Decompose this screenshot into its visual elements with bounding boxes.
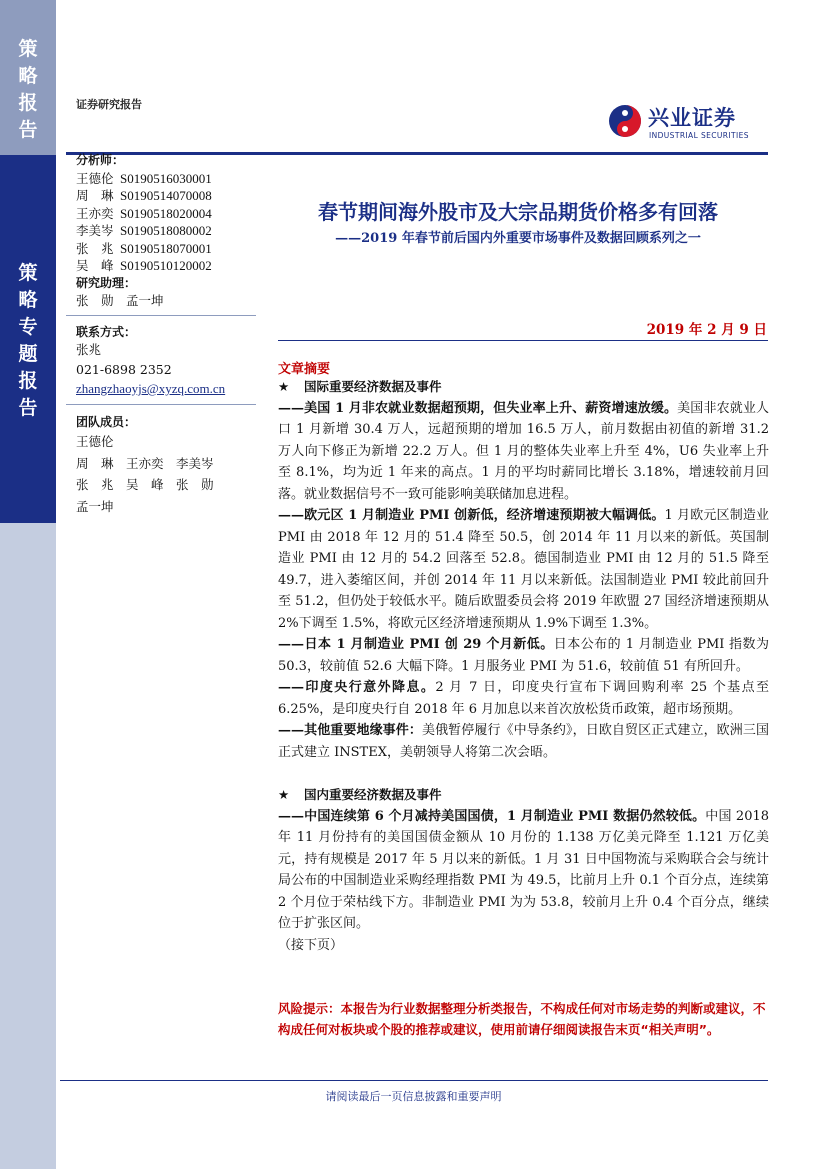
report-date: 2019 年 2 月 9 日: [646, 322, 767, 338]
paragraph-eurozone-pmi: ——欧元区 1 月制造业 PMI 创新低，经济增速预期被大幅调低。1 月欧元区制造业 PMI 由 2018 年 12 月的 51.4 降至 50.5，创 2014 年 11 月以来的新低。英国制造业 PMI 由 12 月的 54.2 回落至 52.8。德国制造业 PMI 由 12 月的 51.5 降至 49.7，进入萎缩区间，并创 2014 年 11 月以来新低。法国制造业 PMI 较此前回升至 51.2，但仍处于较低水平。随后欧盟委员会将 2019 年欧盟 27 国经济增速预期从 2%下调至 1.5%，将欧元区经济增速预期从 1.9%下调至 1.3%。: [278, 508, 769, 631]
sidebar-bottom-band: [0, 523, 56, 1169]
analyst-row: 张 兆 S0190518070001: [76, 240, 212, 256]
report-type-label: 证券研究报告: [76, 98, 142, 111]
abstract-heading: 文章摘要: [278, 362, 331, 377]
analyst-row: 王德伦 S0190516030001: [76, 170, 212, 186]
team-heading: 团队成员：: [76, 414, 137, 429]
section-heading-domestic: ★ 国内重要经济数据及事件: [278, 784, 769, 806]
report-subtitle: ——2019 年春节前后国内外重要市场事件及数据回顾系列之一: [335, 231, 701, 246]
contact-email-link[interactable]: zhangzhaoyjs@xyzq.com.cn: [76, 381, 226, 396]
report-title: 春节期间海外股市及大宗品期货价格多有回落: [318, 200, 718, 224]
paragraph-japan-pmi: ——日本 1 月制造业 PMI 创 29 个月新低。日本公布的 1 月制造业 PMI 指数为 50.3，较前值 52.6 大幅下降。1 月服务业 PMI 为 51.6，较前值 51 有所回升。: [278, 637, 769, 674]
sidebar-label-topic: 策 略 专 题 报 告: [18, 262, 38, 419]
team-line: 张 兆 吴 峰 张 勋: [76, 477, 214, 492]
contact-name: 张兆: [76, 342, 102, 357]
analyst-row: 王亦奕 S0190518020004: [76, 205, 212, 221]
logo-chinese-name: 兴业证券: [648, 106, 736, 130]
contact-heading: 联系方式：: [76, 324, 137, 339]
footer-disclaimer: 请阅读最后一页信息披露和重要声明: [325, 1090, 502, 1103]
team-line: 周 琳 王亦奕 李美岑: [76, 455, 214, 471]
assistant-heading: 研究助理：: [76, 275, 137, 290]
risk-warning: 风险提示：本报告为行业数据整理分析类报告，不构成任何对市场走势的判断或建议，不构成任何对板块或个股的推荐或建议，使用前请仔细阅读报告末页“相关声明”。: [278, 1001, 766, 1037]
analyst-row: 吴 峰 S0190510120002: [76, 258, 212, 273]
paragraph-india-rate: ——印度央行意外降息。2 月 7 日，印度央行宣布下调回购利率 25 个基点至 6.25%，是印度央行自 2018 年 6 月加息以来首次放松货币政策，超市场预期。: [278, 680, 769, 717]
date-rule: [278, 340, 768, 341]
company-logo-icon: [608, 104, 642, 138]
analyst-heading: 分析师：: [76, 153, 125, 167]
star-icon: ★: [278, 787, 290, 802]
star-icon: ★: [278, 379, 290, 394]
section-heading-international: ★ 国际重要经济数据及事件: [278, 376, 769, 398]
analyst-row: 李美岑 S0190518080002: [76, 223, 212, 238]
left-divider: [66, 404, 256, 405]
footer-rule: [60, 1080, 768, 1081]
logo-english-name: INDUSTRIAL SECURITIES: [649, 131, 749, 140]
continued-note: （接下页）: [278, 937, 344, 953]
company-logo: [608, 104, 770, 144]
assistant-names: 张 勋 孟一坤: [76, 293, 164, 308]
contact-phone: 021-6898 2352: [76, 361, 172, 377]
paragraph-geopolitics: ——其他重要地缘事件：美俄暂停履行《中导条约》，日欧自贸区正式建立，欧洲三国正式建立 INSTEX，美朝领导人将第二次会晤。: [278, 723, 769, 760]
paragraph-china-treasuries: ——中国连续第 6 个月减持美国国债，1 月制造业 PMI 数据仍然较低。中国 2018 年 11 月份持有的美国国债金额从 10 月份的 1.138 万亿美元降至 1.121 万亿美元，持有规模是 2017 年 5 月以来的新低。1 月 31 日中国物流与采购联合会与统计局公布的中国制造业采购经理指数 PMI 为 49.5，比前月上升 0.1 个百分点，连续第 2 个月位于荣枯线下方。非制造业 PMI 为为 53.8，较前月上升 0.4 个百分点，继续位于扩张区间。: [278, 808, 770, 931]
author-column: [76, 152, 256, 517]
paragraph-us-jobs: ——美国 1 月非农就业数据超预期，但失业率上升、薪资增速放缓。美国非农就业人口 1 月新增 30.4 万人，远超预期的增加 16.5 万人，前月数据由初值的新增 31.2 万人向下修正为新增 22.2 万人。但 1 月的整体失业率上升至 4%，U6 失业率上升至 8.1%，均为近 1 年来的高点。1 月的平均时薪同比增长 3.18%，增速较前月回落。就业数据信号不一致可能影响美联储加息进程。: [278, 400, 769, 502]
analyst-row: 周 琳 S0190514070008: [76, 188, 212, 203]
sidebar-label-report: 策 略 报 告: [18, 38, 38, 141]
team-line: 王德伦: [76, 434, 114, 449]
left-divider: [66, 315, 256, 316]
team-line: 孟一坤: [76, 498, 114, 514]
abstract-body: [278, 376, 769, 956]
